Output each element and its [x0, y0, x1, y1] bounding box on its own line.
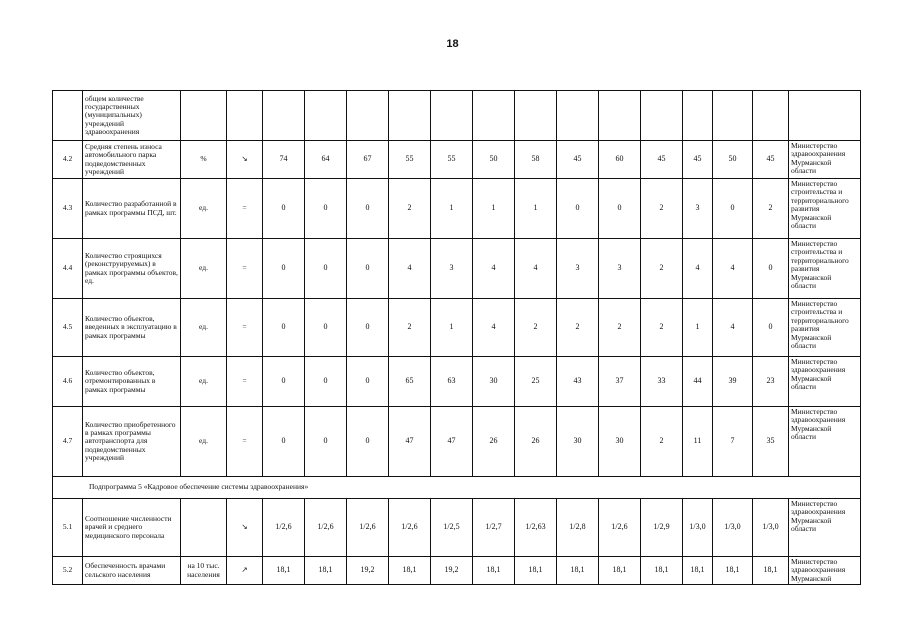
value-cell: 0	[347, 357, 389, 407]
value-cell: 19,2	[347, 557, 389, 585]
value-cell: 43	[557, 357, 599, 407]
value-cell	[683, 91, 713, 141]
responsible-cell: Министерство здравоохранения Мурманской области	[789, 499, 861, 557]
value-cell: 4	[389, 239, 431, 299]
value-cell: 1/2,6	[263, 499, 305, 557]
responsible-cell: Министерство здравоохранения Мурманской	[789, 557, 861, 585]
row-number: 5.2	[53, 557, 83, 585]
value-cell: 1/2,9	[641, 499, 683, 557]
row-number: 4.5	[53, 299, 83, 357]
value-cell: 18,1	[599, 557, 641, 585]
value-cell: 0	[263, 407, 305, 477]
value-cell: 0	[347, 239, 389, 299]
value-cell: 2	[389, 299, 431, 357]
unit-cell: ед.	[181, 407, 227, 477]
value-cell: 39	[713, 357, 753, 407]
value-cell: 45	[683, 141, 713, 179]
value-cell: 7	[713, 407, 753, 477]
responsible-cell: Министерство здравоохранения Мурманской области	[789, 357, 861, 407]
value-cell: 1/2,6	[347, 499, 389, 557]
value-cell: 33	[641, 357, 683, 407]
value-cell: 4	[473, 239, 515, 299]
trend-cell: =	[227, 407, 263, 477]
value-cell: 2	[515, 299, 557, 357]
value-cell: 0	[305, 239, 347, 299]
trend-cell: =	[227, 239, 263, 299]
value-cell: 2	[641, 239, 683, 299]
value-cell: 4	[713, 299, 753, 357]
value-cell: 30	[557, 407, 599, 477]
value-cell	[753, 91, 789, 141]
value-cell	[641, 91, 683, 141]
value-cell: 1	[431, 179, 473, 239]
trend-cell: ↘	[227, 141, 263, 179]
value-cell: 1/2,7	[473, 499, 515, 557]
value-cell: 2	[599, 299, 641, 357]
value-cell: 1/3,0	[713, 499, 753, 557]
value-cell: 1/2,6	[599, 499, 641, 557]
table-row	[53, 557, 861, 585]
value-cell: 47	[431, 407, 473, 477]
table-row	[53, 477, 861, 499]
value-cell: 2	[641, 299, 683, 357]
indicator-name: Количество разработанной в рамках программы ПСД, шт.	[83, 179, 181, 239]
table-row	[53, 357, 861, 407]
value-cell: 0	[263, 299, 305, 357]
value-cell: 4	[713, 239, 753, 299]
value-cell: 50	[713, 141, 753, 179]
value-cell: 4	[515, 239, 557, 299]
value-cell: 0	[347, 299, 389, 357]
value-cell: 74	[263, 141, 305, 179]
unit-cell: ед.	[181, 299, 227, 357]
value-cell: 0	[347, 407, 389, 477]
value-cell	[713, 91, 753, 141]
row-number: 5.1	[53, 499, 83, 557]
value-cell: 1	[683, 299, 713, 357]
value-cell: 26	[515, 407, 557, 477]
value-cell: 2	[753, 179, 789, 239]
value-cell: 0	[263, 357, 305, 407]
value-cell: 30	[599, 407, 641, 477]
value-cell: 1	[473, 179, 515, 239]
value-cell: 60	[599, 141, 641, 179]
value-cell: 1/2,5	[431, 499, 473, 557]
unit-cell	[181, 91, 227, 141]
unit-cell: %	[181, 141, 227, 179]
value-cell: 0	[305, 179, 347, 239]
value-cell: 18,1	[389, 557, 431, 585]
value-cell: 50	[473, 141, 515, 179]
value-cell: 1/2,63	[515, 499, 557, 557]
responsible-cell: Министерство строительства и территориального развития Мурманской области	[789, 299, 861, 357]
value-cell	[263, 91, 305, 141]
value-cell: 18,1	[753, 557, 789, 585]
table-row	[53, 499, 861, 557]
value-cell: 1/3,0	[683, 499, 713, 557]
value-cell: 63	[431, 357, 473, 407]
value-cell: 3	[431, 239, 473, 299]
responsible-cell	[789, 91, 861, 141]
trend-cell	[227, 91, 263, 141]
indicators-table	[52, 90, 861, 585]
value-cell: 0	[263, 179, 305, 239]
value-cell: 23	[753, 357, 789, 407]
unit-cell: ед.	[181, 179, 227, 239]
value-cell: 0	[753, 299, 789, 357]
table-row	[53, 179, 861, 239]
table-row	[53, 239, 861, 299]
responsible-cell: Министерство строительства и территориального развития Мурманской области	[789, 239, 861, 299]
value-cell: 18,1	[305, 557, 347, 585]
value-cell: 2	[641, 407, 683, 477]
value-cell: 25	[515, 357, 557, 407]
value-cell: 0	[305, 357, 347, 407]
indicator-name: общем количестве государственных (муниципальных) учреждений здравоохранения	[83, 91, 181, 141]
value-cell	[431, 91, 473, 141]
value-cell: 2	[389, 179, 431, 239]
value-cell: 18,1	[473, 557, 515, 585]
value-cell: 18,1	[515, 557, 557, 585]
value-cell: 30	[473, 357, 515, 407]
value-cell: 1/2,6	[305, 499, 347, 557]
value-cell: 67	[347, 141, 389, 179]
value-cell: 26	[473, 407, 515, 477]
value-cell: 0	[599, 179, 641, 239]
value-cell: 64	[305, 141, 347, 179]
value-cell: 3	[557, 239, 599, 299]
value-cell: 0	[557, 179, 599, 239]
value-cell: 0	[347, 179, 389, 239]
value-cell: 1	[431, 299, 473, 357]
value-cell: 18,1	[683, 557, 713, 585]
indicator-name: Количество объектов, отремонтированных в рамках программы	[83, 357, 181, 407]
value-cell: 3	[599, 239, 641, 299]
indicator-name: Количество строящихся (реконструируемых) в рамках программы объектов, ед.	[83, 239, 181, 299]
value-cell	[389, 91, 431, 141]
indicator-name: Количество приобретенного в рамках программы автотранспорта для подведомственных учреждений	[83, 407, 181, 477]
value-cell: 1/2,8	[557, 499, 599, 557]
value-cell: 45	[753, 141, 789, 179]
responsible-cell: Министерство здравоохранения Мурманской области	[789, 407, 861, 477]
value-cell: 45	[641, 141, 683, 179]
table-row	[53, 407, 861, 477]
value-cell	[515, 91, 557, 141]
value-cell: 18,1	[713, 557, 753, 585]
value-cell: 2	[557, 299, 599, 357]
value-cell: 11	[683, 407, 713, 477]
value-cell: 1	[515, 179, 557, 239]
row-number: 4.4	[53, 239, 83, 299]
value-cell: 44	[683, 357, 713, 407]
value-cell: 37	[599, 357, 641, 407]
row-number: 4.2	[53, 141, 83, 179]
value-cell: 1/2,6	[389, 499, 431, 557]
trend-cell: =	[227, 179, 263, 239]
value-cell: 58	[515, 141, 557, 179]
subprogram-heading: Подпрограмма 5 «Кадровое обеспечение системы здравоохранения»	[53, 477, 861, 499]
value-cell	[557, 91, 599, 141]
value-cell: 4	[683, 239, 713, 299]
page-number: 18	[446, 38, 459, 50]
value-cell: 2	[641, 179, 683, 239]
value-cell: 0	[713, 179, 753, 239]
trend-cell: ↘	[227, 499, 263, 557]
value-cell: 0	[305, 299, 347, 357]
value-cell: 18,1	[641, 557, 683, 585]
unit-cell: на 10 тыс. населения	[181, 557, 227, 585]
table-row	[53, 141, 861, 179]
value-cell: 47	[389, 407, 431, 477]
value-cell	[347, 91, 389, 141]
value-cell: 19,2	[431, 557, 473, 585]
row-number: 4.6	[53, 357, 83, 407]
trend-cell: =	[227, 357, 263, 407]
value-cell: 1/3,0	[753, 499, 789, 557]
trend-cell: ↗	[227, 557, 263, 585]
table-row	[53, 91, 861, 141]
value-cell: 3	[683, 179, 713, 239]
table-row	[53, 299, 861, 357]
row-number: 4.7	[53, 407, 83, 477]
value-cell: 45	[557, 141, 599, 179]
value-cell: 65	[389, 357, 431, 407]
responsible-cell: Министерство здравоохранения Мурманской области	[789, 141, 861, 179]
value-cell: 18,1	[263, 557, 305, 585]
trend-cell: =	[227, 299, 263, 357]
unit-cell	[181, 499, 227, 557]
value-cell: 55	[431, 141, 473, 179]
indicator-name: Соотношение численности врачей и среднего медицинского персонала	[83, 499, 181, 557]
value-cell: 55	[389, 141, 431, 179]
value-cell: 4	[473, 299, 515, 357]
value-cell	[599, 91, 641, 141]
indicator-name: Количество объектов, введенных в эксплуатацию в рамках программы	[83, 299, 181, 357]
value-cell: 35	[753, 407, 789, 477]
responsible-cell: Министерство строительства и территориального развития Мурманской области	[789, 179, 861, 239]
indicator-name: Средняя степень износа автомобильного парка подведомственных учреждений	[83, 141, 181, 179]
value-cell	[473, 91, 515, 141]
value-cell: 18,1	[557, 557, 599, 585]
row-number	[53, 91, 83, 141]
value-cell: 0	[263, 239, 305, 299]
indicator-name: Обеспеченность врачами сельского населения	[83, 557, 181, 585]
value-cell: 0	[753, 239, 789, 299]
value-cell: 0	[305, 407, 347, 477]
unit-cell: ед.	[181, 239, 227, 299]
unit-cell: ед.	[181, 357, 227, 407]
row-number: 4.3	[53, 179, 83, 239]
value-cell	[305, 91, 347, 141]
